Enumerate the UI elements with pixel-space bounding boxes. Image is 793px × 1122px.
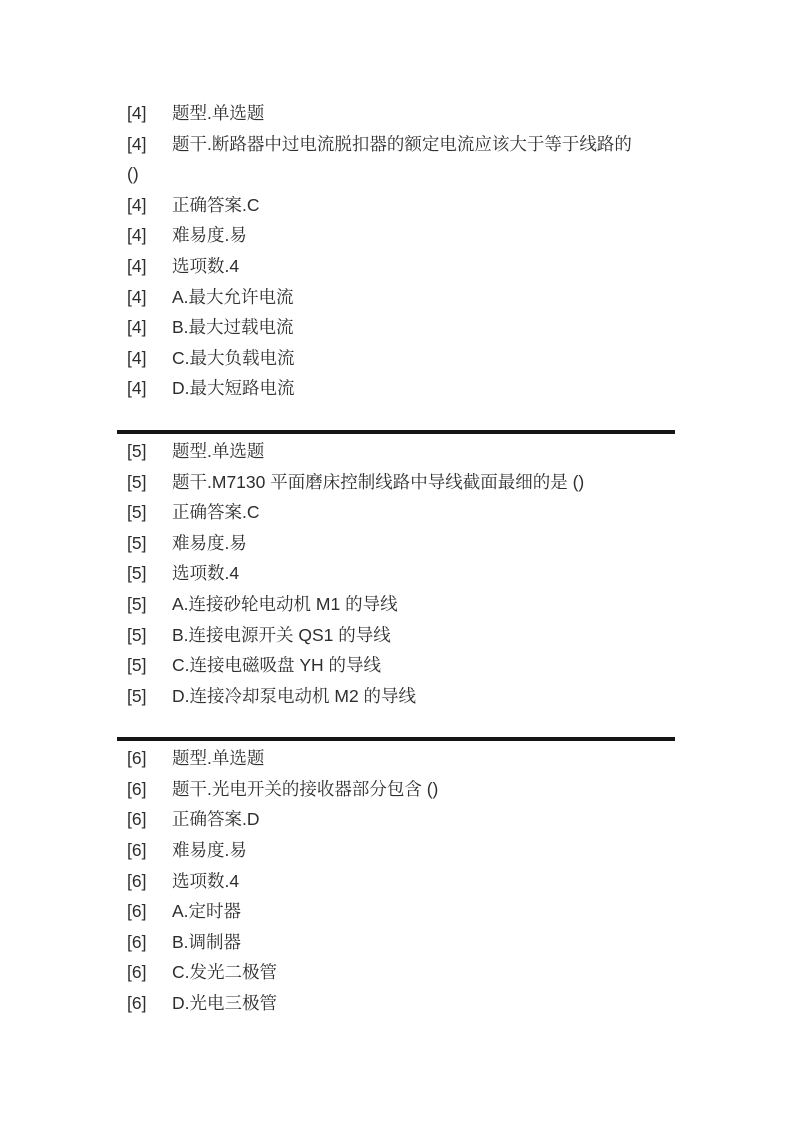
question-line [127,988,733,1019]
question-separator [117,737,675,741]
line-text: 难易度.易 [172,225,247,246]
line-number: [6] [127,778,147,799]
line-text: () [127,164,139,185]
line-number: [4] [127,255,147,276]
line-text: 题型.单选题 [172,440,265,461]
question-line [127,835,733,866]
line-number: [4] [127,317,147,338]
question-block [127,436,733,711]
line-number: [5] [127,471,147,492]
line-text: 正确答案.D [172,809,260,830]
question-line [127,866,733,897]
line-text: 题型.单选题 [172,103,265,123]
line-number: [5] [127,685,147,706]
line-text: B.最大过载电流 [172,317,294,338]
question-line [127,251,733,282]
line-number: [5] [127,655,147,676]
question-line [127,743,733,774]
line-text: C.连接电磁吸盘 YH 的导线 [172,655,382,676]
line-text: D.光电三极管 [172,993,277,1014]
line-text: 难易度.易 [172,840,247,861]
question-line [127,467,733,498]
question-line [127,589,733,620]
question-line [127,804,733,835]
question-line [127,98,733,129]
question-line [127,558,733,589]
line-text: A.定时器 [172,901,242,922]
question-line [127,620,733,651]
line-number: [4] [127,225,147,246]
question-line [127,190,733,221]
line-text: B.调制器 [172,931,242,952]
line-text: 题型.单选题 [172,748,265,769]
line-text: 题干.断路器中过电流脱扣器的额定电流应该大于等于线路的 [172,133,632,154]
question-line [127,650,733,681]
line-number: [5] [127,532,147,553]
question-line [127,528,733,559]
line-text: D.连接冷却泵电动机 M2 的导线 [172,685,417,706]
line-number: [6] [127,748,147,769]
line-number: [4] [127,103,147,123]
question-line [127,927,733,958]
line-number: [4] [127,194,147,215]
line-text: C.最大负载电流 [172,347,295,368]
question-line [127,129,733,160]
line-text: A.最大允许电流 [172,286,294,307]
question-block [127,98,733,404]
line-number: [6] [127,931,147,952]
line-number: [4] [127,347,147,368]
line-text: A.连接砂轮电动机 M1 的导线 [172,593,398,614]
line-number: [6] [127,993,147,1014]
line-text: 选项数.4 [172,563,240,584]
question-line [127,343,733,374]
question-line [127,774,733,805]
question-separator [117,430,675,434]
question-line [127,373,733,404]
line-text: 题干.光电开关的接收器部分包含 () [172,778,439,799]
line-number: [6] [127,840,147,861]
line-number: [5] [127,440,147,461]
question-line [127,957,733,988]
line-number: [6] [127,962,147,983]
line-number: [4] [127,286,147,307]
line-number: [6] [127,901,147,922]
line-number: [5] [127,502,147,523]
question-line [127,312,733,343]
line-number: [5] [127,593,147,614]
line-text: 正确答案.C [172,194,260,215]
line-text: 正确答案.C [172,502,260,523]
line-text: C.发光二极管 [172,962,277,983]
question-block [127,743,733,1018]
line-number: [5] [127,563,147,584]
line-number: [4] [127,378,147,399]
question-line [127,896,733,927]
line-number: [6] [127,809,147,830]
line-text: 选项数.4 [172,870,240,891]
question-line [127,681,733,712]
line-number: [5] [127,624,147,645]
question-line [127,220,733,251]
line-text: 选项数.4 [172,255,240,276]
line-number: [4] [127,133,147,154]
question-line [127,497,733,528]
line-number: [6] [127,870,147,891]
line-text: 题干.M7130 平面磨床控制线路中导线截面最细的是 () [172,471,585,492]
question-line [127,159,733,190]
question-line [127,282,733,313]
line-text: D.最大短路电流 [172,378,295,399]
line-text: B.连接电源开关 QS1 的导线 [172,624,391,645]
question-line [127,436,733,467]
line-text: 难易度.易 [172,532,247,553]
